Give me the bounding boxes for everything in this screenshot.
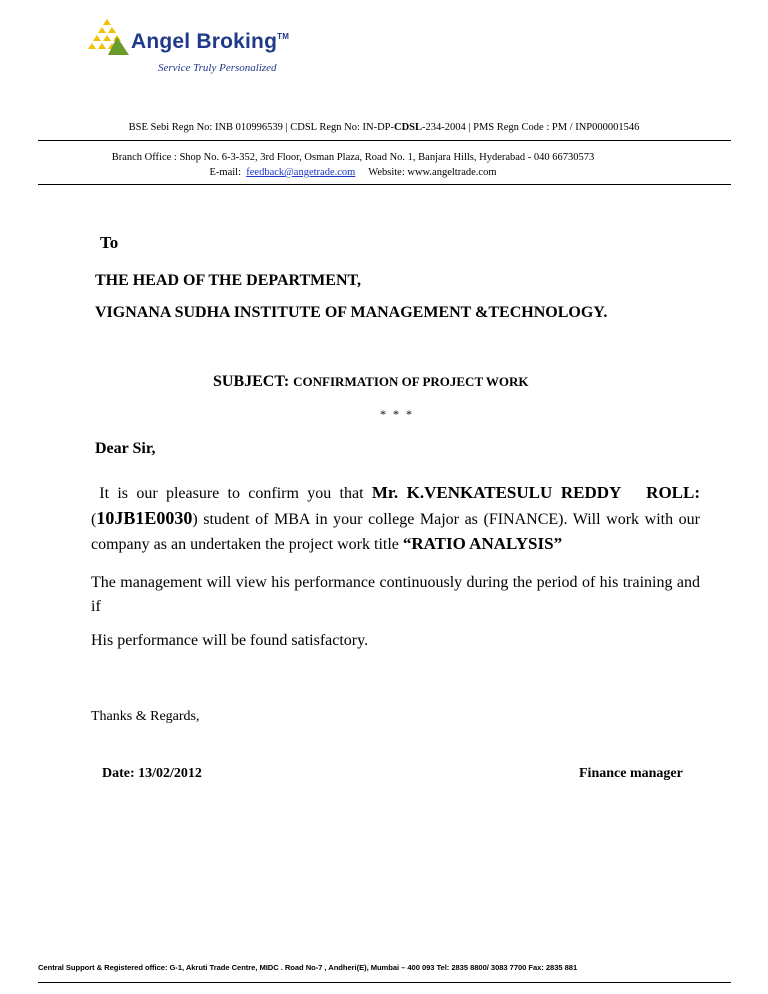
branch-address [0,150,706,180]
addressee-line-1: THE HEAD OF THE DEPARTMENT, [95,272,361,289]
trademark: TM [277,32,290,41]
footer-address: Central Support & Registered office: G-1, Akruti Trade Centre, MIDC . Road No-7 , Andheri(E), Mumbai – 400 093 Tel: 2835 8800/ 3083 7700 Fax: 2835 881 [38,963,578,972]
closing-text: Thanks & Regards, [91,709,200,724]
subject-line: SUBJECT: CONFIRMATION OF PROJECT WORK [213,373,529,390]
company-tagline: Service Truly Personalized [158,62,277,74]
header-divider-top [38,140,731,141]
paragraph-satisfactory: His performance will be found satisfactory. [91,632,369,649]
contact-line: E-mail: feedback@angetrade.com Website: www.angeltrade.com [209,167,497,178]
branch-line: Branch Office : Shop No. 6-3-352, 3rd Floor, Osman Plaza, Road No. 1, Banjara Hills, Hyderabad - 040 66730573 [111,152,595,163]
email-link[interactable]: feedback@angetrade.com [246,167,356,178]
company-name: Angel Broking™ [131,30,290,53]
footer-divider [38,982,731,983]
registration-line: BSE Sebi Regn No: INB 010996539 | CDSL Regn No: IN-DP-CDSL-234-2004 | PMS Regn Code : PM / INP000001546 [128,122,640,133]
separator-stars: * * * [380,407,414,421]
signatory-title: Finance manager [579,766,683,781]
website-text: Website: www.angeltrade.com [368,167,497,178]
paragraph-performance: The management will view his performance continuously during the period of his training and if [91,574,700,615]
to-label: To [100,233,119,252]
letter-date: Date: 13/02/2012 [102,766,202,781]
header-divider-bottom [38,184,731,185]
salutation: Dear Sir, [95,440,156,457]
addressee-line-2: VIGNANA SUDHA INSTITUTE OF MANAGEMENT &TECHNOLOGY. [95,304,608,321]
angel-broking-logo-icon [84,17,130,57]
paragraph-confirmation: It is our pleasure to confirm you that Mr. K.VENKATESULU REDDY ROLL: (10JB1E0030) student of MBA in your college Major as (FINANCE). Will work with our company as an undertaken the project work title “RATIO ANALYSIS” [91,483,701,553]
